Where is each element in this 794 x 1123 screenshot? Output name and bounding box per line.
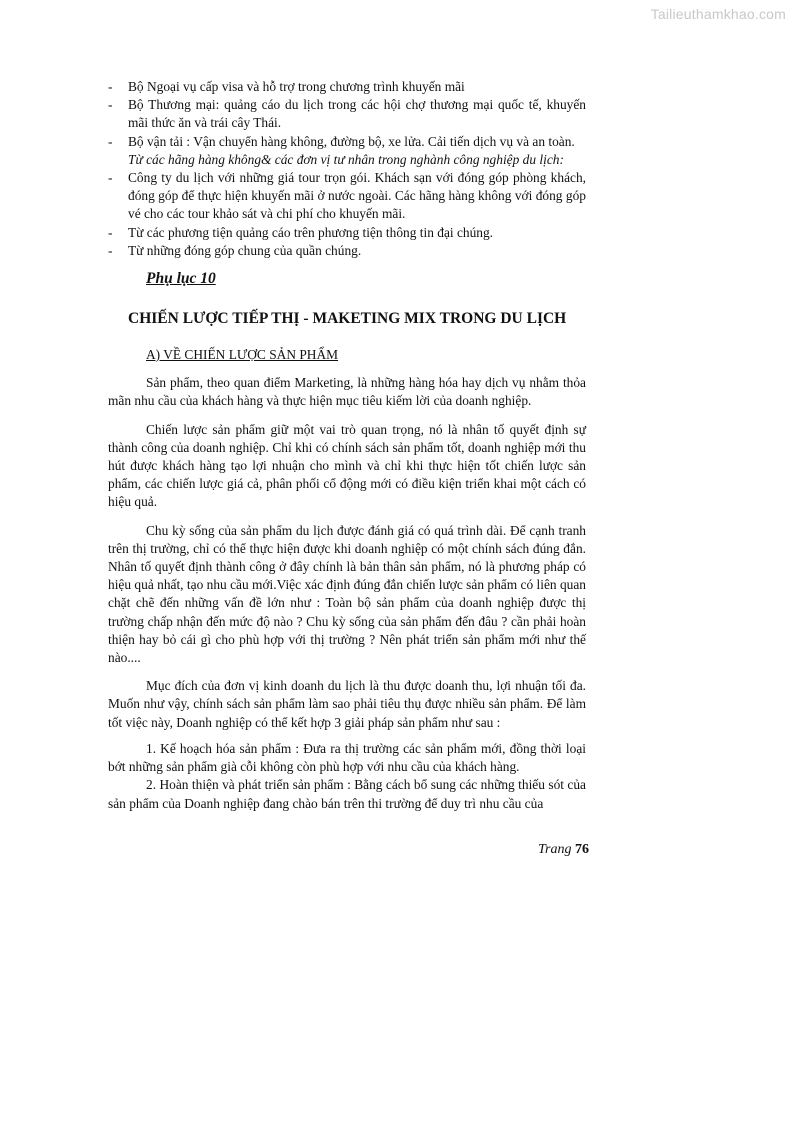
paragraph: 2. Hoàn thiện và phát triển sản phẩm : Bằng cách bổ sung các những thiếu sót của sản phẩm của Doanh nghiệp đang chào bán trên thi trường để duy trì nhu cầu của bbox=[108, 777, 586, 811]
bullet-marker: - bbox=[108, 79, 113, 94]
list-item: - Bộ Ngoại vụ cấp visa và hỗ trợ trong chương trình khuyến mãi bbox=[108, 78, 586, 96]
watermark: Tailieuthamkhao.com bbox=[650, 6, 786, 22]
page-number: 76 bbox=[574, 842, 589, 857]
page-label: Trang bbox=[538, 842, 572, 857]
chapter-title: CHIẾN LƯỢC TIẾP THỊ - MAKETING MIX TRONG DU LỊCH bbox=[128, 310, 567, 328]
list-item: - Từ các phương tiện quảng cáo trên phương tiện thông tin đại chúng. bbox=[108, 224, 586, 242]
bullet-marker: - bbox=[108, 242, 113, 258]
page-content bbox=[108, 78, 586, 813]
list-item: - Từ những đóng góp chung của quần chúng. bbox=[108, 242, 586, 260]
list-item: - Công ty du lịch với những giá tour trọn gói. Khách sạn với đóng góp phòng khách, đóng góp để thực hiện khuyến mãi ở nước ngoài. Các hãng hàng không với đóng góp vé cho các tour khảo sát và chi phí cho khuyến mãi. bbox=[108, 170, 586, 222]
page-footer bbox=[538, 842, 589, 858]
list-item: - Bộ vận tải : Vận chuyển hàng không, đường bộ, xe lửa. Cải tiến dịch vụ và an toàn. bbox=[108, 133, 586, 151]
bullet-marker: - bbox=[108, 133, 113, 149]
italic-note: Từ các hãng hàng không& các đơn vị tư nhân trong nghành công nghiệp du lịch: bbox=[128, 151, 564, 167]
list-item: - Bộ Thương mại: quảng cáo du lịch trong các hội chợ thương mại quốc tế, khuyến mãi thức ăn và trái cây Thái. bbox=[108, 97, 586, 131]
bullet-list-bottom bbox=[108, 169, 586, 260]
paragraph: Chiến lược sản phẩm giữ một vai trò quan trọng, nó là nhân tố quyết định sự thành công của doanh nghiệp. Chỉ khi có chính sách sản phẩm tốt, doanh nghiệp mới thu hút được khách hàng tạo lợi nhuận cho mình và chỉ khi thực hiện tốt chiến lược sản phẩm, các chiến lược giá cả, phân phối cổ động mới có điều kiện triển khai một cách có hiệu quả. bbox=[108, 421, 586, 510]
bullet-marker: - bbox=[108, 97, 113, 113]
bullet-list-top bbox=[108, 78, 586, 151]
section-title: A) VỀ CHIẾN LƯỢC SẢN PHẨM bbox=[146, 347, 339, 363]
paragraph: Chu kỳ sống của sản phẩm du lịch được đánh giá có quá trình dài. Để cạnh tranh trên thị trường, chỉ có thể thực hiện được khi doanh nghiệp có một chính sách đúng đắn. Nhân tố quyết định thành công ở đây chính là bản thân sản phẩm, nó là phương pháp có hiệu quả nhất, tạo nhu cầu mới.Việc xác định đúng đắn chiến lược sản phẩm có liên quan chặt chẽ đến những vấn đề lớn như : Toàn bộ sản phẩm của doanh nghiệp được thị trường chấp nhận đến mức độ nào ? Chu kỳ sống của sản phẩm đến đâu ? cần phải hoàn thiện hay bỏ cái gì cho phù hợp với thị trường ? Nên phát triển sản phẩm mới như thế nào.... bbox=[108, 522, 586, 666]
appendix-title: Phụ lục 10 bbox=[146, 270, 216, 288]
bullet-marker: - bbox=[108, 224, 113, 240]
bullet-marker: - bbox=[108, 170, 113, 186]
paragraph: Sản phẩm, theo quan điểm Marketing, là những hàng hóa hay dịch vụ nhằm thỏa mãn nhu cầu của khách hàng và thực hiện mục tiêu kiếm lời của doanh nghiệp. bbox=[108, 375, 586, 409]
paragraph: 1. Kế hoạch hóa sản phẩm : Đưa ra thị trường các sản phẩm mới, đồng thời loại bớt những sản phẩm già cỗi không còn phù hợp với nhu cầu của khách hàng. bbox=[108, 740, 586, 775]
paragraph: Mục đích của đơn vị kinh doanh du lịch là thu được doanh thu, lợi nhuận tối đa. Muốn như vậy, chính sách sản phẩm làm sao phải tiêu thụ được nhiều sản phẩm. Để làm tốt việc này, Doanh nghiệp có thể kết hợp 3 giải pháp sản phẩm như sau : bbox=[108, 678, 586, 730]
